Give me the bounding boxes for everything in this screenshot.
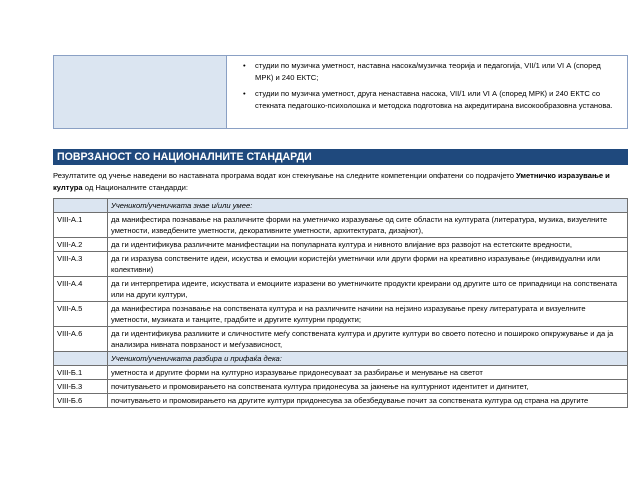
top-table-content-cell [227, 56, 627, 128]
standard-text: да ги идентификува различните манифестации на популарната култура и нивното влијание врз развојот на естетските вредности, [108, 238, 628, 252]
list-item-text: студии по музичка уметност, друга ненаставна насока, VII/1 или VI А (според МРК) и 240 ЕКТС со стекната педагошко-психолошка и методска подготовка на акредитирана високообразовна установа. [255, 89, 613, 110]
intro-text-end: од Националните стандарди: [82, 183, 188, 192]
standard-code: VIII-Б.6 [54, 394, 108, 408]
standards-table [53, 198, 628, 408]
standard-text: да ги идентификува разликите и сличностите меѓу сопствената култура и другите култури во своето потесно и пошироко опкружување и да ја анализира нивната поврзаност и меѓузависност, [108, 327, 628, 352]
table-row [54, 238, 628, 252]
table-row [54, 380, 628, 394]
table-row [54, 302, 628, 327]
intro-paragraph [53, 170, 628, 194]
standard-code: VIII-А.5 [54, 302, 108, 327]
subheader-empty-cell [54, 352, 108, 366]
list-item [241, 60, 621, 84]
table-row [54, 394, 628, 408]
subheader-cell: Ученикот/ученичката разбира и прифаќа дека: [108, 352, 628, 366]
bullet-icon: • [243, 89, 246, 98]
standard-code: VIII-А.6 [54, 327, 108, 352]
list-item [241, 88, 621, 112]
standard-text: да манифестира познавање на различните форми на уметничко изразување од сите области на културата (литература, музика, визуелните уметности, изведбените уметности, декоративните уметности, архитектурата, дизајнот), [108, 213, 628, 238]
standard-code: VIII-А.2 [54, 238, 108, 252]
table-subheader-row [54, 352, 628, 366]
standard-text: да манифестира познавање на сопствената култура и на различните начини на нејзино изразување преку литературата и визуелните уметности, музиката и танците, градбите и другите културни продукти; [108, 302, 628, 327]
qualification-list [241, 60, 621, 112]
intro-bold-text: Уметничко изразување и култура [53, 171, 610, 192]
standard-code: VIII-Б.1 [54, 366, 108, 380]
table-row [54, 366, 628, 380]
standard-code: VIII-Б.3 [54, 380, 108, 394]
top-table [53, 55, 628, 129]
standard-text: да ги изразува сопствените идеи, искуства и емоции користејќи уметнички или други форми на креативно изразување (индивидуални или колективни) [108, 252, 628, 277]
subheader-empty-cell [54, 199, 108, 213]
standard-text: почитувањето и промовирањето на сопствената култура придонесува за јакнење на културниот идентитет и дигнитет, [108, 380, 628, 394]
list-item-text: студии по музичка уметност, наставна насока/музичка теорија и педагогија, VII/1 или VI А (според МРК) и 240 ЕКТС; [255, 61, 601, 82]
section-heading: ПОВРЗАНОСТ СО НАЦИОНАЛНИТЕ СТАНДАРДИ [53, 149, 628, 165]
standard-code: VIII-А.4 [54, 277, 108, 302]
standard-text: уметностa и другите форми на културно изразување придонесуваат за разбирање и менување на светот [108, 366, 628, 380]
table-row [54, 327, 628, 352]
subheader-cell: Ученикот/ученичката знае и/или умее: [108, 199, 628, 213]
table-row [54, 213, 628, 238]
table-row [54, 252, 628, 277]
standard-code: VIII-А.3 [54, 252, 108, 277]
top-table-empty-cell [54, 56, 227, 128]
table-subheader-row [54, 199, 628, 213]
bullet-icon: • [243, 61, 246, 70]
standard-text: почитувањето и промовирањето на другите култури придонесува за обезбедување почит за сопствената култура од страна на другите [108, 394, 628, 408]
intro-text: Резултатите од учење наведени во наставната програма водат кон стекнување на следните компетенции опфатени со подрачјето [53, 171, 517, 180]
standard-text: да ги интерпретира идеите, искуствата и емоциите изразени во уметничките продукти креирани од другите што се припадници на сопствената или на други култури, [108, 277, 628, 302]
table-row [54, 277, 628, 302]
standard-code: VIII-А.1 [54, 213, 108, 238]
